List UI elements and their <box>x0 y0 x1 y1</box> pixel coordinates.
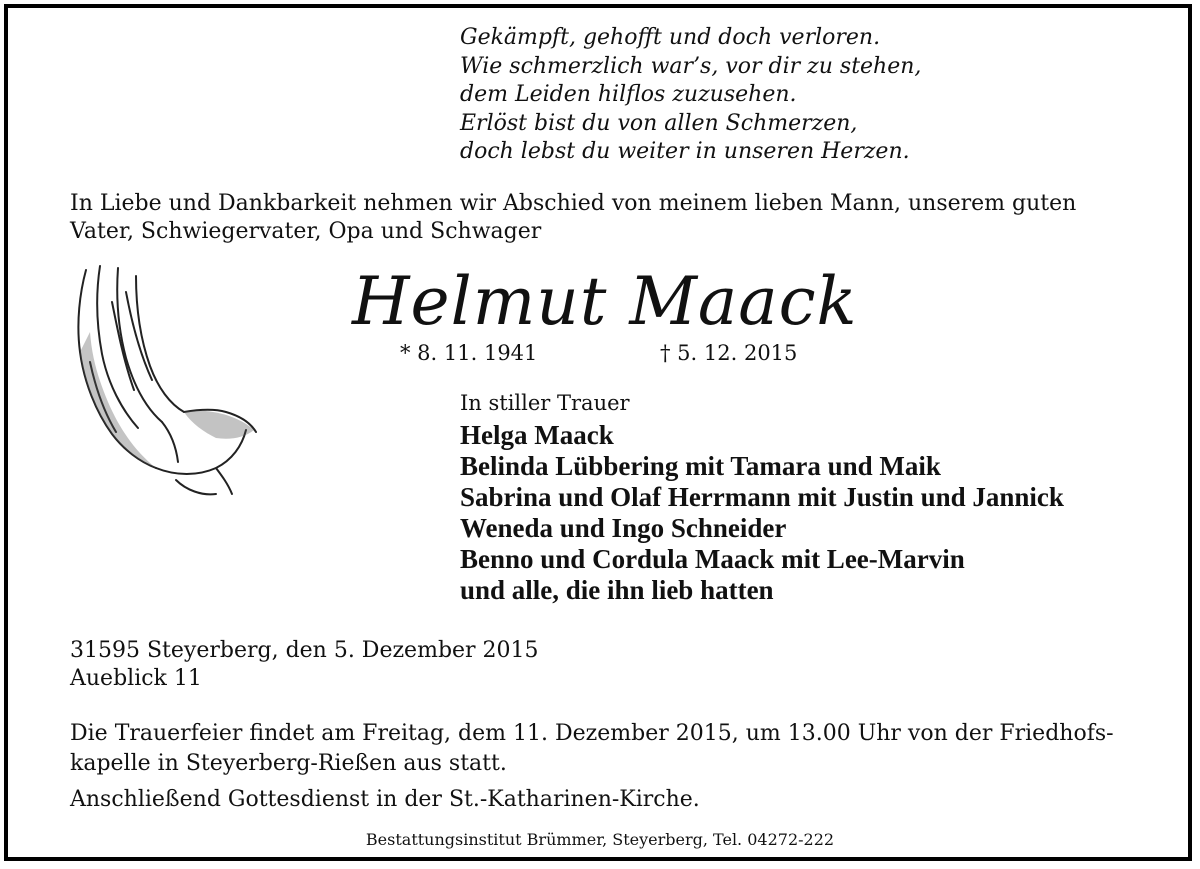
mourning-intro: In stiller Trauer <box>460 391 630 415</box>
poem-line: doch lebst du weiter in unseren Herzen. <box>460 139 910 164</box>
poem-line: dem Leiden hilflos zuzusehen. <box>460 82 797 107</box>
service-info: Anschließend Gottesdienst in der St.-Katharinen-Kirche. <box>70 787 700 812</box>
praying-hands-icon <box>66 262 262 502</box>
poem-line: Wie schmerzlich war’s, vor dir zu stehen, <box>460 53 922 79</box>
mourner-item: Belinda Lübbering mit Tamara und Maik <box>460 451 941 481</box>
farewell-text: In Liebe und Dankbarkeit nehmen wir Abschied von meinem lieben Mann, unserem guten Vater, Schwiegervater, Opa und Schwager <box>70 191 1077 244</box>
birth-date: * 8. 11. 1941 <box>400 341 538 365</box>
mourner-item: Sabrina und Olaf Herrmann mit Justin und Jannick <box>460 482 1064 512</box>
death-date: † 5. 12. 2015 <box>660 341 798 365</box>
mourner-item: Helga Maack <box>460 420 614 450</box>
mourner-item: und alle, die ihn lieb hatten <box>460 575 774 605</box>
place-and-address <box>70 637 539 693</box>
place-date: 31595 Steyerberg, den 5. Dezember 2015 <box>70 638 539 663</box>
address: Aueblick 11 <box>70 666 202 691</box>
mourner-item: Weneda und Ingo Schneider <box>460 513 787 543</box>
poem <box>460 24 921 167</box>
deceased-name: Helmut Maack <box>352 263 858 340</box>
poem-line: Erlöst bist du von allen Schmerzen, <box>460 110 858 136</box>
mourner-list <box>460 420 1064 606</box>
mourner-item: Benno und Cordula Maack mit Lee-Marvin <box>460 544 965 574</box>
funeral-home: Bestattungsinstitut Brümmer, Steyerberg, Tel. 04272-222 <box>365 830 835 849</box>
funeral-info: Die Trauerfeier findet am Freitag, dem 11. Dezember 2015, um 13.00 Uhr von der Friedhofs-kapelle in Steyerberg-Rießen aus statt. <box>70 721 1114 776</box>
poem-line: Gekämpft, gehofft und doch verloren. <box>460 25 881 50</box>
